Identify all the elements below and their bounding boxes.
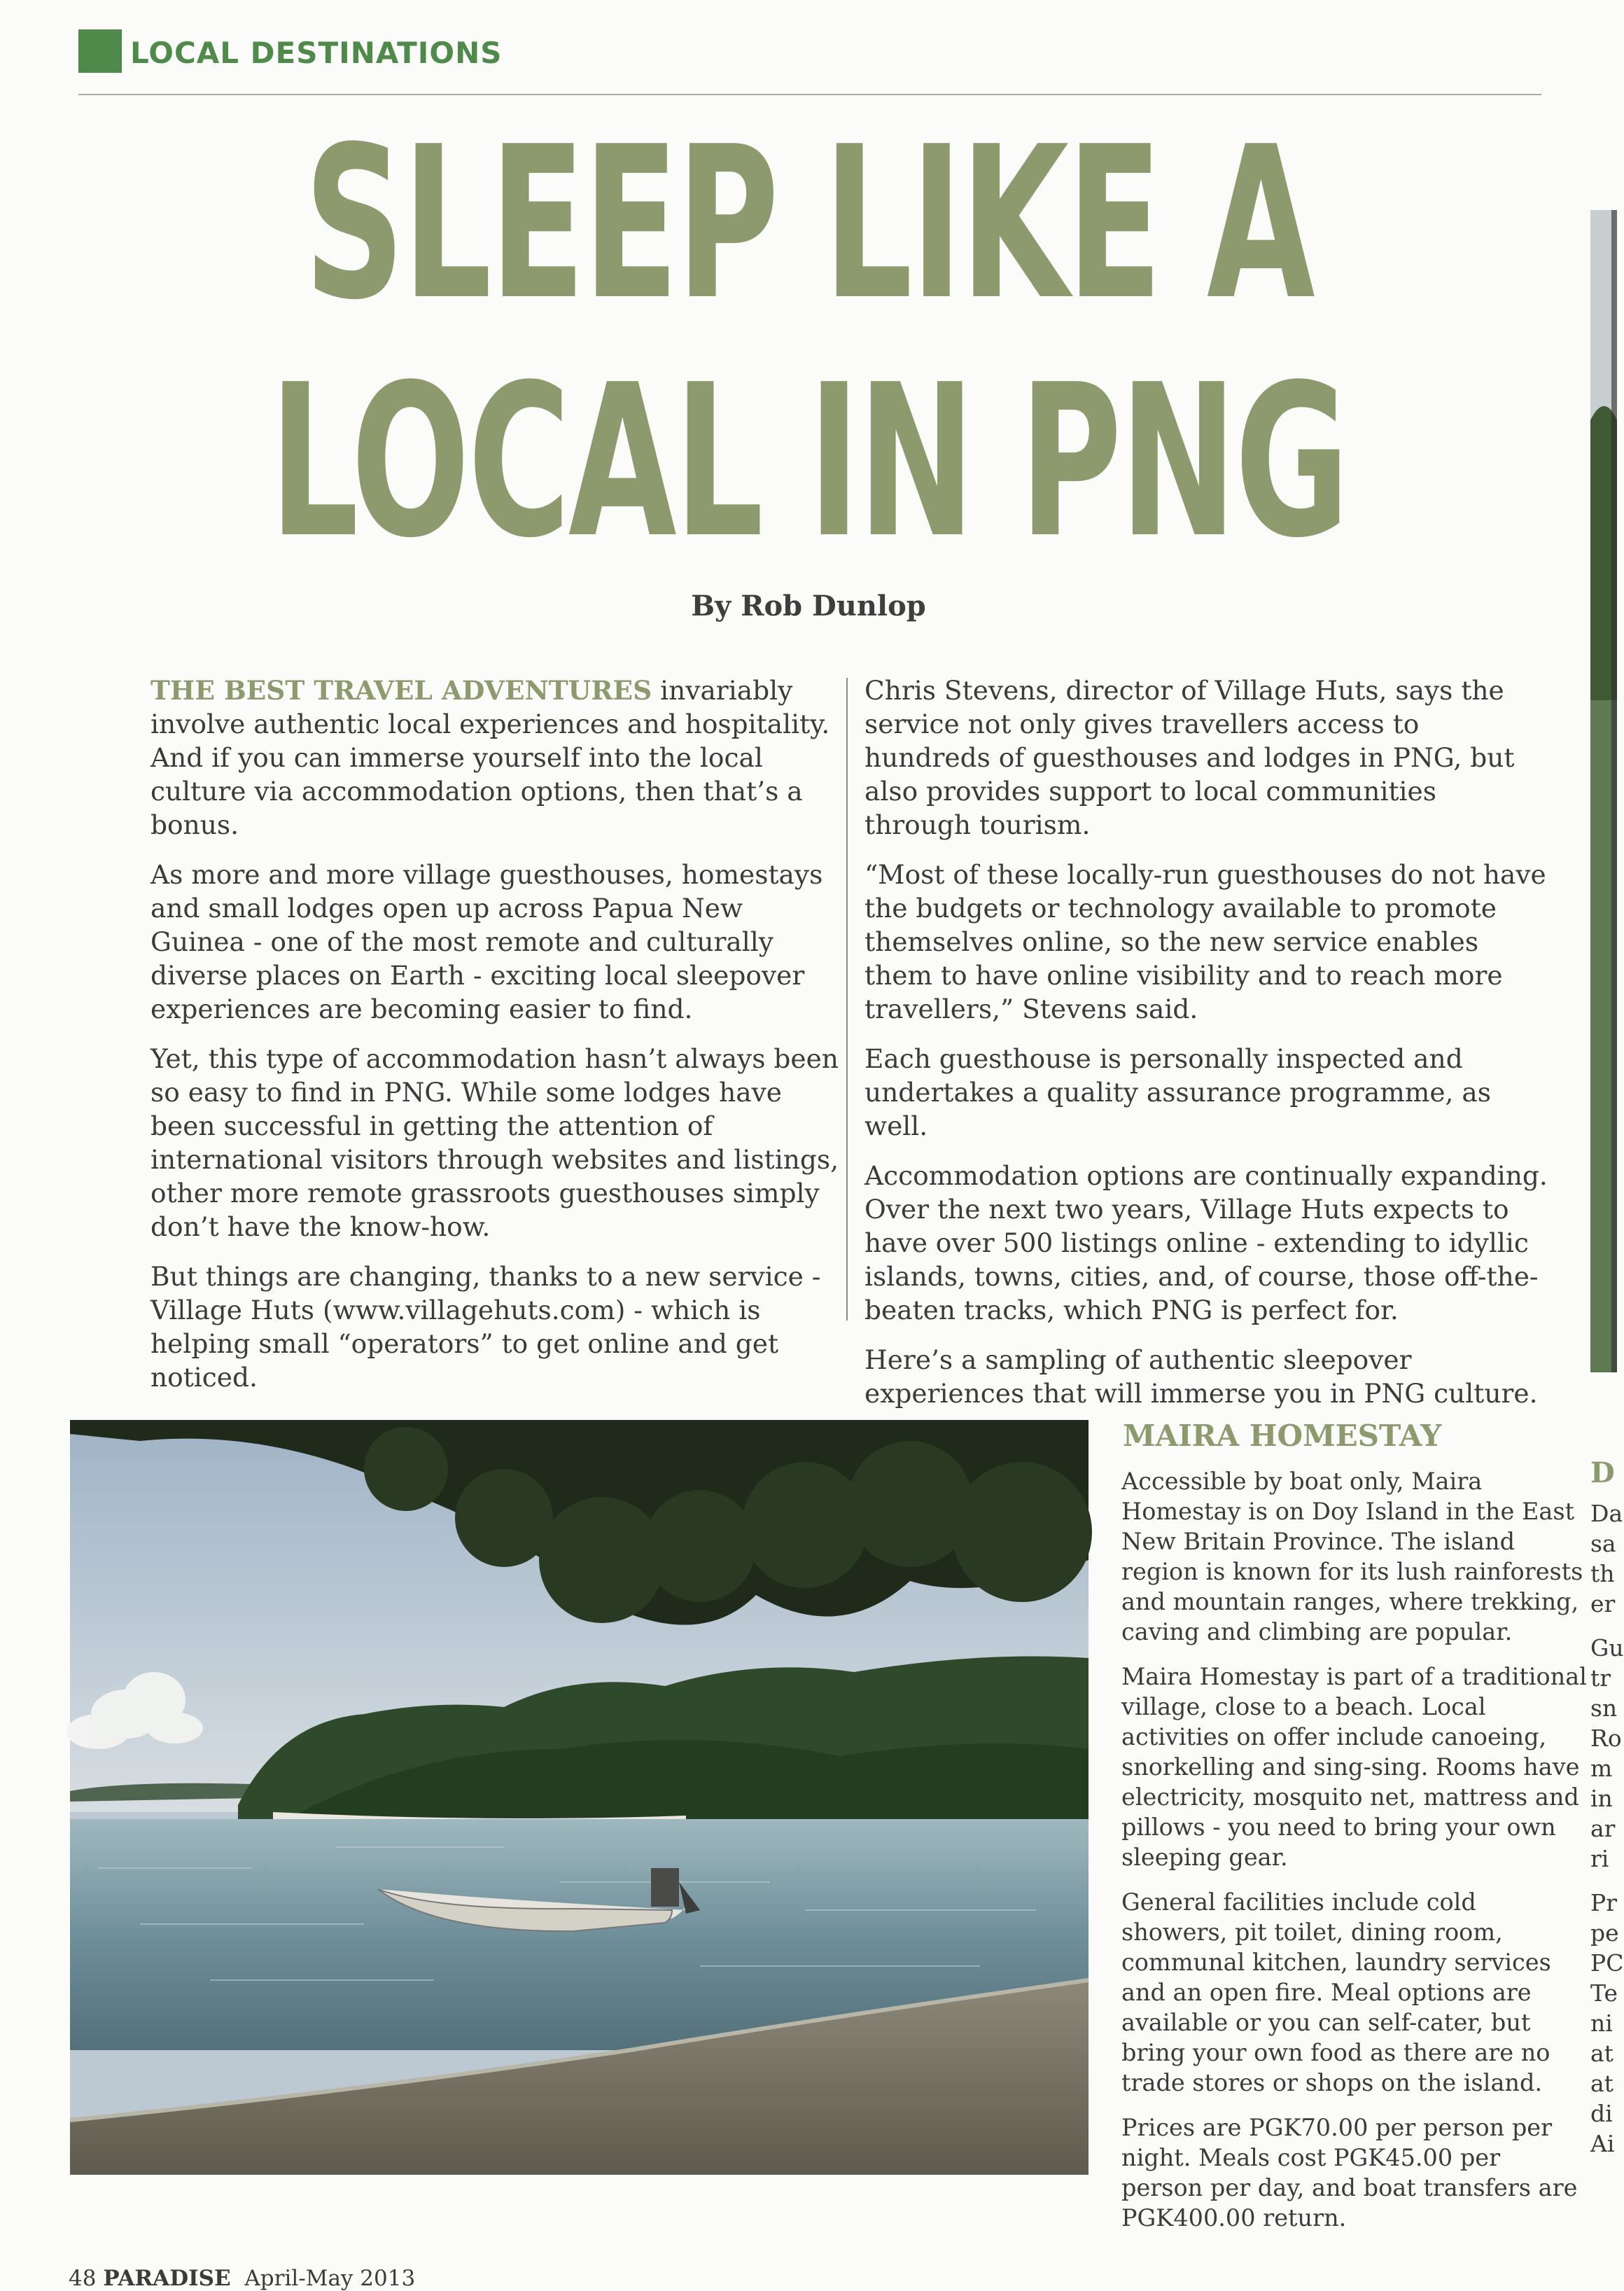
next-page-line-fragment: PC — [1590, 1949, 1624, 1977]
next-page-heading-fragment: D — [1590, 1456, 1615, 1489]
next-page-line-fragment — [1590, 1619, 1617, 1633]
magazine-name: PARADISE — [103, 2266, 231, 2291]
headline — [0, 102, 1617, 584]
next-page-line-fragment: th — [1590, 1560, 1615, 1587]
next-page-line-fragment: ri — [1590, 1845, 1609, 1872]
next-page-line-fragment: in — [1590, 1785, 1613, 1812]
next-page-line-fragment: sa — [1590, 1530, 1616, 1557]
next-page-line-fragment: Ro — [1590, 1725, 1622, 1752]
next-page-line-fragment: di — [1590, 2100, 1613, 2127]
body-paragraph: Each guesthouse is personally inspected and undertakes a quality assurance programme, as well. — [864, 1043, 1491, 1141]
next-page-line-fragment: at — [1590, 2070, 1614, 2097]
body-paragraph: As more and more village guesthouses, homestays and small lodges open up across Papua New Guinea - one of the most remote and culturally diverse places on Earth - exciting local sleepover experiences are becoming easier to find. — [150, 859, 823, 1024]
sidebar-paragraph: Accessible by boat only, Maira Homestay is on Doy Island in the East New Britain Province. The island region is known for its lush rainforests and mountain ranges, where trekking, caving and climbing are popular. — [1121, 1468, 1583, 1645]
page-number: 48 — [69, 2266, 97, 2291]
body-paragraph: Chris Stevens, director of Village Huts, says the service not only gives travellers access to hundreds of guesthouses and lodges in PNG, but also provides support to local communities through tourism. — [864, 675, 1515, 840]
next-page-line-fragment: Gu — [1590, 1634, 1624, 1662]
next-page-line-fragment: sn — [1590, 1694, 1618, 1722]
column-divider — [846, 678, 848, 1321]
body-paragraph: “Most of these locally-run guesthouses do not have the budgets or technology available to promote themselves online, so the new service enables them to have online visibility and to reach more travellers,” Stevens said. — [864, 859, 1546, 1024]
sidebar-paragraph: Prices are PGK70.00 per person per night. Meals cost PGK45.00 per person per day, and boat transfers are PGK400.00 return. — [1121, 2114, 1578, 2231]
lead-paragraph-text: invariably involve authentic local experiences and hospitality. And if you can immerse yourself into the local culture via accommodation options, then that’s a bonus. — [150, 675, 830, 840]
next-page-line-fragment: ar — [1590, 1815, 1616, 1842]
next-page-text-fragment — [1590, 1456, 1624, 2159]
section-tag — [78, 29, 503, 73]
body-column-right — [864, 674, 1550, 1426]
sidebar-column — [1121, 1466, 1587, 2248]
top-rule — [78, 94, 1541, 95]
next-page-line-fragment: m — [1590, 1755, 1613, 1782]
next-page-photo-illustration — [1590, 210, 1617, 1372]
island-photo-illustration — [70, 1420, 1088, 2175]
next-page-line-fragment: er — [1590, 1590, 1616, 1617]
next-page-line-fragment: pe — [1590, 1919, 1619, 1947]
body-paragraph: Here’s a sampling of authentic sleepover experiences that will immerse you in PNG culture. — [864, 1344, 1538, 1409]
sidebar-title: MAIRA HOMESTAY — [1123, 1419, 1442, 1453]
page-footer — [69, 2266, 415, 2291]
byline: By Rob Dunlop — [691, 590, 926, 622]
next-page-line-fragment: Ai — [1590, 2130, 1615, 2157]
headline-line-2: LOCAL IN PNG — [270, 340, 1348, 584]
body-paragraph: Yet, this type of accommodation hasn’t always been so easy to find in PNG. While some lodges have been successful in getting the attention of international visitors through websites and listings, other more remote grassroots guesthouses simply don’t have the know-how. — [150, 1043, 839, 1242]
section-label: LOCAL DESTINATIONS — [130, 35, 503, 70]
next-page-line-fragment — [1590, 1874, 1617, 1888]
island-photo — [70, 1420, 1088, 2175]
next-page-line-fragment: ni — [1590, 2010, 1613, 2037]
issue-date: April-May 2013 — [244, 2266, 416, 2291]
body-paragraph: But things are changing, thanks to a new service - Village Huts (www.villagehuts.com) - which is helping small “operators” to get online and get noticed. — [150, 1261, 821, 1393]
next-page-photo-edge — [1590, 210, 1617, 1372]
body-paragraph — [150, 674, 840, 842]
sidebar-paragraph: Maira Homestay is part of a traditional village, close to a beach. Local activities on offer include canoeing, snorkelling and sing-sing. Rooms have electricity, mosquito net, mattress and pillows - you need to bring your own sleeping gear. — [1121, 1663, 1587, 1871]
body-column-left — [150, 674, 840, 1410]
next-page-line-fragment: Pr — [1590, 1889, 1617, 1916]
headline-line-1: SLEEP LIKE A — [304, 102, 1313, 346]
next-page-line-fragment: tr — [1590, 1664, 1611, 1692]
next-page-line-fragment: Da — [1590, 1500, 1623, 1527]
body-paragraph: Accommodation options are continually expanding. Over the next two years, Village Huts expects to have over 500 listings online - extending to idyllic islands, towns, cities, and, of course, those off-the-beaten tracks, which PNG is perfect for. — [864, 1160, 1548, 1325]
section-square — [78, 29, 122, 73]
lead-in: THE BEST TRAVEL ADVENTURES — [150, 675, 652, 706]
next-page-line-fragment: at — [1590, 2040, 1614, 2067]
next-page-line-fragment: Te — [1590, 1979, 1618, 2007]
sidebar-paragraph: General facilities include cold showers, pit toilet, dining room, communal kitchen, laundry services and an open fire. Meal options are available or you can self-cater, but bring your own food as there are no trade stores or shops on the island. — [1121, 1888, 1551, 2096]
